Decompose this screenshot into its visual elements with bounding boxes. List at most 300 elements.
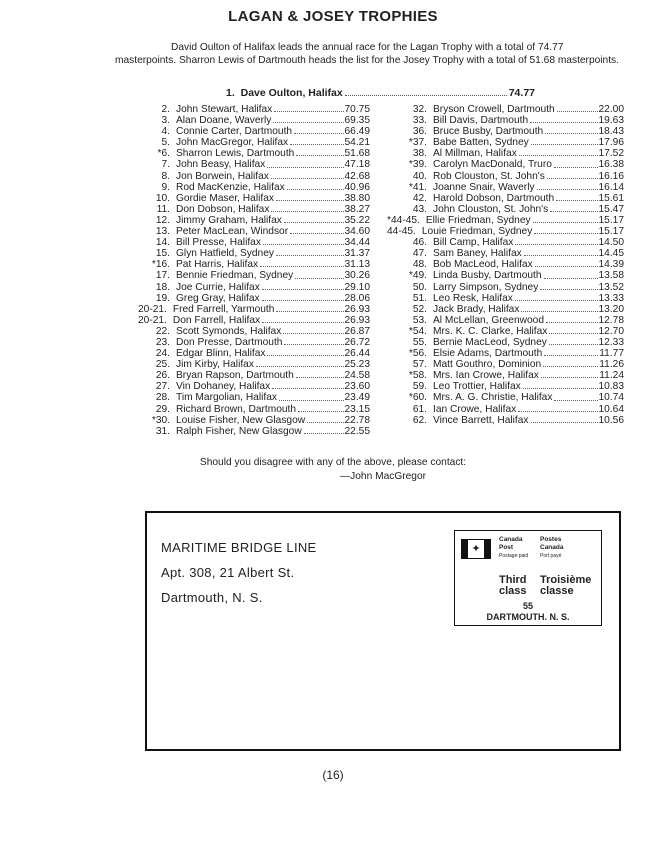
contact-text: Should you disagree with any of the above, please contact: [199, 457, 467, 468]
standings-row [401, 326, 624, 337]
rank: 29. [155, 403, 170, 415]
masterpoints: 38.80 [344, 192, 370, 204]
masterpoints: 17.96 [598, 137, 624, 149]
rank: 19. [155, 292, 170, 304]
standings-right-column [387, 104, 624, 426]
dot-leader [537, 182, 598, 190]
standings-row [401, 404, 624, 415]
masterpoints: 13.20 [598, 303, 624, 315]
dot-leader [273, 115, 343, 123]
permit-block [455, 601, 601, 623]
standings-row [138, 348, 370, 359]
standings-row [138, 148, 370, 159]
standings-row [138, 259, 370, 270]
masterpoints: 34.44 [344, 237, 370, 249]
masterpoints: 11.26 [599, 359, 624, 371]
player-name: Edgar Blinn, Halifax [176, 348, 266, 360]
dot-leader [284, 215, 344, 223]
masterpoints: 28.06 [344, 292, 370, 304]
standings-row [401, 392, 624, 403]
standings-row [401, 237, 624, 248]
standings-row [138, 304, 370, 315]
dot-leader [540, 282, 597, 290]
player-name: Rod MacKenzie, Halifax [176, 181, 285, 193]
rank: 7. [161, 159, 170, 171]
masterpoints: 31.37 [344, 248, 370, 260]
dot-leader [544, 270, 598, 278]
dot-leader [557, 104, 598, 112]
dot-leader [533, 215, 598, 223]
dot-leader [271, 171, 344, 179]
player-name: Bryan Rapson, Dartmouth [176, 370, 294, 382]
dot-leader [263, 237, 344, 245]
rank: 40. [412, 170, 427, 182]
standings-row [401, 282, 624, 293]
rank: 25. [155, 359, 170, 371]
standings-row [138, 359, 370, 370]
dot-leader [274, 104, 343, 112]
player-name: Ralph Fisher, New Glasgow [176, 425, 302, 437]
dot-leader [267, 159, 343, 167]
masterpoints: 23.60 [344, 381, 370, 393]
masterpoints: 29.10 [344, 281, 370, 293]
dot-leader [262, 282, 344, 290]
player-name: Joe Currie, Halifax [176, 281, 260, 293]
rank: 47. [412, 248, 427, 260]
player-name: Greg Gray, Halifax [176, 292, 260, 304]
player-name: Richard Brown, Dartmouth [176, 403, 297, 415]
standings-row [138, 270, 370, 281]
masterpoints: 15.17 [598, 226, 624, 238]
page-number: (16) [322, 768, 344, 782]
standings-row [401, 370, 624, 381]
rank: 33. [412, 115, 427, 127]
masterpoints: 23.15 [344, 403, 370, 415]
standings-row [387, 214, 624, 226]
dot-leader [276, 193, 344, 201]
player-name: Rob Clouston, St. John's [433, 170, 545, 182]
canada-post-en: Canada Post Postage paid [499, 536, 529, 559]
standings-row [401, 137, 624, 148]
rank: 14. [155, 237, 170, 249]
third-class-fr: Troisième classe [540, 574, 592, 597]
masterpoints: 18.43 [598, 126, 624, 138]
dot-leader [290, 226, 343, 234]
standings-row [401, 381, 624, 392]
rank: 28. [155, 392, 170, 404]
dot-leader [267, 348, 343, 356]
rank: 51. [412, 292, 427, 304]
contact-signature: —John MacGregor [339, 471, 427, 482]
dot-leader [515, 237, 597, 245]
standings-row [138, 415, 370, 426]
player-name: John Stewart, Halifax [176, 104, 273, 115]
rank: 36. [412, 126, 427, 138]
rank: 4. [161, 126, 170, 138]
player-name: Fred Farrell, Yarmouth [172, 303, 275, 315]
masterpoints: 13.52 [598, 281, 624, 293]
standings-row [401, 115, 624, 126]
masterpoints: 19.63 [598, 115, 624, 127]
masterpoints: 66.49 [344, 126, 370, 138]
masterpoints: 12.33 [598, 336, 624, 348]
page-title: LAGAN & JOSEY TROPHIES [228, 8, 438, 25]
masterpoints: 15.47 [598, 203, 624, 215]
standings-row [138, 104, 370, 115]
standings-row [138, 126, 370, 137]
dot-leader [523, 381, 598, 389]
player-name: Harold Dobson, Dartmouth [433, 192, 555, 204]
dot-leader [550, 204, 597, 212]
masterpoints: 17.52 [598, 148, 624, 160]
player-name: Leo Resk, Halifax [433, 292, 513, 304]
masterpoints: 42.68 [344, 170, 370, 182]
rank: *41. [408, 181, 427, 193]
rank: *60. [408, 392, 427, 404]
player-name: Bennie Friedman, Sydney [176, 270, 294, 282]
dot-leader [521, 304, 597, 312]
dot-leader [543, 359, 598, 367]
intro-paragraph [115, 42, 627, 67]
standings-row [138, 171, 370, 182]
masterpoints: 25.23 [344, 359, 370, 371]
standings-row [138, 381, 370, 392]
masterpoints: 24.58 [344, 370, 370, 382]
player-name: Larry Simpson, Sydney [433, 281, 539, 293]
standings-left-column [138, 104, 370, 437]
maple-leaf-flag-icon: ✦ [461, 539, 491, 559]
player-name: Don Farrell, Halifax [172, 314, 261, 326]
player-name: Matt Gouthro, Dominion [433, 359, 542, 371]
standings-row [401, 259, 624, 270]
masterpoints: 38.27 [344, 203, 370, 215]
dot-leader [276, 304, 343, 312]
dot-leader [530, 115, 597, 123]
standings-row [138, 248, 370, 259]
rank: 46. [412, 237, 427, 249]
player-name: Peter MacLean, Windsor [176, 226, 289, 238]
dot-leader [549, 326, 597, 334]
standings-row [138, 226, 370, 237]
standings-row [401, 204, 624, 215]
masterpoints: 11.77 [599, 348, 624, 360]
standings-row [138, 182, 370, 193]
standings-row [401, 171, 624, 182]
dot-leader [294, 126, 343, 134]
dot-leader [260, 259, 343, 267]
dot-leader [262, 293, 344, 301]
rank: *56. [408, 348, 427, 360]
masterpoints: 26.93 [344, 314, 370, 326]
masterpoints: 51.68 [344, 148, 370, 160]
contact-block [0, 456, 666, 484]
masterpoints: 31.13 [344, 259, 370, 271]
address-line-2: Apt. 308, 21 Albert St. [161, 565, 295, 580]
standings-row [138, 404, 370, 415]
masterpoints: 40.96 [344, 181, 370, 193]
rank: 2. [161, 104, 170, 115]
dot-leader [271, 204, 343, 212]
dot-leader [556, 193, 597, 201]
rank: 42. [412, 192, 427, 204]
dot-leader [279, 392, 344, 400]
rank: 38. [412, 148, 427, 160]
dot-leader [524, 248, 598, 256]
rank: 57. [412, 359, 427, 371]
permit-number: 55 [522, 601, 533, 611]
rank: 61. [412, 403, 427, 415]
masterpoints: 12.70 [598, 325, 624, 337]
standings-row [401, 148, 624, 159]
dot-leader [295, 270, 343, 278]
dot-leader [531, 137, 598, 145]
masterpoints: 26.72 [344, 336, 370, 348]
standings-row [401, 248, 624, 259]
dot-leader [547, 171, 598, 179]
player-name: Bill Presse, Halifax [176, 237, 261, 249]
rank: 15. [155, 248, 170, 260]
masterpoints: 15.61 [598, 192, 624, 204]
dot-leader [531, 415, 598, 423]
player-name: John Beasy, Halifax [176, 159, 266, 171]
masterpoints: 70.75 [344, 104, 370, 115]
rank: *58. [408, 370, 427, 382]
player-name: Sharron Lewis, Dartmouth [176, 148, 295, 160]
rank: 8. [161, 170, 170, 182]
masterpoints: 13.58 [598, 270, 624, 282]
masterpoints: 22.55 [344, 425, 370, 437]
player-name: Tim Margolian, Halifax [176, 392, 277, 404]
rank: *49. [408, 270, 427, 282]
player-name: John MacGregor, Halifax [176, 137, 289, 149]
address-line-1: MARITIME BRIDGE LINE [161, 540, 317, 555]
standings-row [138, 282, 370, 293]
rank: 31. [155, 425, 170, 437]
masterpoints: 26.87 [344, 325, 370, 337]
dot-leader [283, 326, 343, 334]
masterpoints: 14.45 [598, 248, 624, 260]
rank: *16. [151, 259, 170, 271]
dot-leader [256, 359, 344, 367]
player-name: Mrs. K. C. Clarke, Halifax [433, 325, 548, 337]
player-name: Don Presse, Dartmouth [176, 336, 283, 348]
address-line-3: Dartmouth, N. S. [161, 590, 263, 605]
standings-row [138, 337, 370, 348]
masterpoints: 22.00 [598, 104, 624, 115]
masterpoints: 35.22 [344, 214, 370, 226]
standings-row [401, 348, 624, 359]
rank: 32. [412, 104, 427, 115]
standings-row [401, 415, 624, 426]
standings-row [401, 359, 624, 370]
dot-leader [544, 348, 598, 356]
dot-leader [545, 126, 597, 134]
masterpoints: 10.74 [598, 392, 624, 404]
rank: 20-21. [138, 314, 167, 326]
masterpoints: 34.60 [344, 226, 370, 238]
player-name: Ian Crowe, Halifax [433, 403, 517, 415]
player-name: Linda Busby, Dartmouth [433, 270, 542, 282]
rank: 20-21. [138, 303, 167, 315]
rank: 3. [161, 115, 170, 127]
player-name: Don Dobson, Halifax [176, 203, 270, 215]
standings-row [138, 115, 370, 126]
rank: *54. [408, 325, 427, 337]
masterpoints: 16.16 [598, 170, 624, 182]
dot-leader [554, 392, 597, 400]
leader-rank: 1. [226, 87, 235, 99]
dot-leader [546, 315, 598, 323]
standings-row [401, 315, 624, 326]
rank: 55. [412, 336, 427, 348]
rank: 53. [412, 314, 427, 326]
third-class-en: Third class [499, 574, 527, 597]
dot-leader [276, 248, 344, 256]
rank: 9. [161, 181, 170, 193]
player-name: Vin Dohaney, Halifax [176, 381, 271, 393]
masterpoints: 26.93 [344, 303, 370, 315]
standings-row [138, 204, 370, 215]
intro-text: David Oulton of Halifax leads the annual race for the Lagan Trophy with a total of 74.77 masterpoints. Sharron Lewis of Dartmouth heads the list for the Josey Trophy with a total of 51.68 masterpoints. [115, 42, 619, 66]
dot-leader [515, 293, 598, 301]
rank: 62. [412, 414, 427, 426]
rank: 18. [155, 281, 170, 293]
rank: *39. [408, 159, 427, 171]
dot-leader [284, 337, 343, 345]
dot-leader [518, 404, 597, 412]
standings-row [138, 370, 370, 381]
masterpoints: 12.78 [598, 314, 624, 326]
player-name: Jon Borwein, Halifax [176, 170, 269, 182]
masterpoints: 22.78 [344, 414, 370, 426]
player-name: Bruce Busby, Dartmouth [433, 126, 544, 138]
player-name: Louie Friedman, Sydney [421, 226, 533, 238]
standings-row [138, 215, 370, 226]
permit-city: DARTMOUTH. N. S. [486, 612, 570, 622]
dot-leader [296, 148, 343, 156]
masterpoints: 16.14 [598, 181, 624, 193]
dot-leader [554, 159, 598, 167]
rank: 26. [155, 370, 170, 382]
standings-row [138, 293, 370, 304]
standings-row [401, 104, 624, 115]
player-name: Scott Symonds, Halifax [176, 325, 282, 337]
mailing-label [145, 511, 621, 751]
player-name: Carolyn MacDonald, Truro [433, 159, 552, 171]
masterpoints: 10.83 [598, 381, 624, 393]
dot-leader [549, 337, 598, 345]
leader-dots [345, 87, 507, 96]
player-name: Gordie Maser, Halifax [176, 192, 274, 204]
masterpoints: 15.17 [598, 214, 624, 226]
rank: *30. [151, 414, 170, 426]
standings-row [138, 237, 370, 248]
player-name: Sam Baney, Halifax [433, 248, 522, 260]
rank: 44-45. [387, 226, 416, 238]
rank: 13. [155, 226, 170, 238]
dot-leader [290, 137, 343, 145]
rank: 23. [155, 336, 170, 348]
canada-post-fr: Postes Canada Port payé [540, 536, 564, 559]
standings-row [138, 326, 370, 337]
standings-row [401, 270, 624, 281]
player-name: Al Millman, Halifax [433, 148, 517, 160]
rank: 27. [155, 381, 170, 393]
player-name: Pat Harris, Halifax [176, 259, 259, 271]
standings-row [138, 193, 370, 204]
leader-points: 74.77 [508, 87, 535, 99]
standings-row [401, 182, 624, 193]
player-name: Bryson Crowell, Dartmouth [433, 104, 555, 115]
rank: 50. [412, 281, 427, 293]
player-name: Leo Trottier, Halifax [433, 381, 521, 393]
standings-row [387, 226, 624, 238]
player-name: Jim Kirby, Halifax [176, 359, 254, 371]
dot-leader [307, 415, 343, 423]
player-name: Alan Doane, Waverly [176, 115, 272, 127]
player-name: Babe Batten, Sydney [433, 137, 529, 149]
dot-leader [541, 370, 598, 378]
rank: 11. [156, 203, 170, 215]
player-name: Jack Brady, Halifax [433, 303, 520, 315]
dot-leader [262, 315, 343, 323]
rank: 24. [155, 348, 170, 360]
player-name: Louise Fisher, New Glasgow [176, 414, 306, 426]
masterpoints: 11.24 [599, 370, 624, 382]
player-name: Bill Camp, Halifax [433, 237, 514, 249]
standings-row [401, 293, 624, 304]
rank: 17. [155, 270, 170, 282]
standings-row [138, 137, 370, 148]
rank: *37. [408, 137, 427, 149]
rank: 22. [155, 325, 170, 337]
rank: 5. [161, 137, 170, 149]
leader-row [226, 87, 535, 99]
player-name: Vince Barrett, Halifax [433, 414, 529, 426]
mailing-address [161, 535, 317, 610]
player-name: Mrs. A. G. Christie, Halifax [433, 392, 553, 404]
rank: 12. [155, 214, 170, 226]
dot-leader [272, 381, 343, 389]
standings-row [138, 392, 370, 403]
masterpoints: 13.33 [598, 292, 624, 304]
standings-row [138, 159, 370, 170]
dot-leader [296, 370, 344, 378]
dot-leader [287, 182, 344, 190]
masterpoints: 14.39 [598, 259, 624, 271]
player-name: Bernie MacLeod, Sydney [433, 336, 547, 348]
rank: 59. [412, 381, 427, 393]
standings-row [401, 159, 624, 170]
masterpoints: 47.18 [344, 159, 370, 171]
player-name: Joanne Snair, Waverly [433, 181, 535, 193]
masterpoints: 26.44 [344, 348, 370, 360]
masterpoints: 23.49 [344, 392, 370, 404]
standings-row [401, 193, 624, 204]
rank: 52. [412, 303, 427, 315]
rank: 10. [155, 192, 170, 204]
standings-row [401, 337, 624, 348]
leader-name: Dave Oulton, Halifax [240, 87, 343, 99]
masterpoints: 14.50 [598, 237, 624, 249]
rank: 48. [412, 259, 427, 271]
standings-row [401, 126, 624, 137]
player-name: Mrs. Ian Crowe, Halifax [433, 370, 539, 382]
masterpoints: 69.35 [344, 115, 370, 127]
standings-row [401, 304, 624, 315]
masterpoints: 16.38 [598, 159, 624, 171]
standings-row [138, 315, 370, 326]
